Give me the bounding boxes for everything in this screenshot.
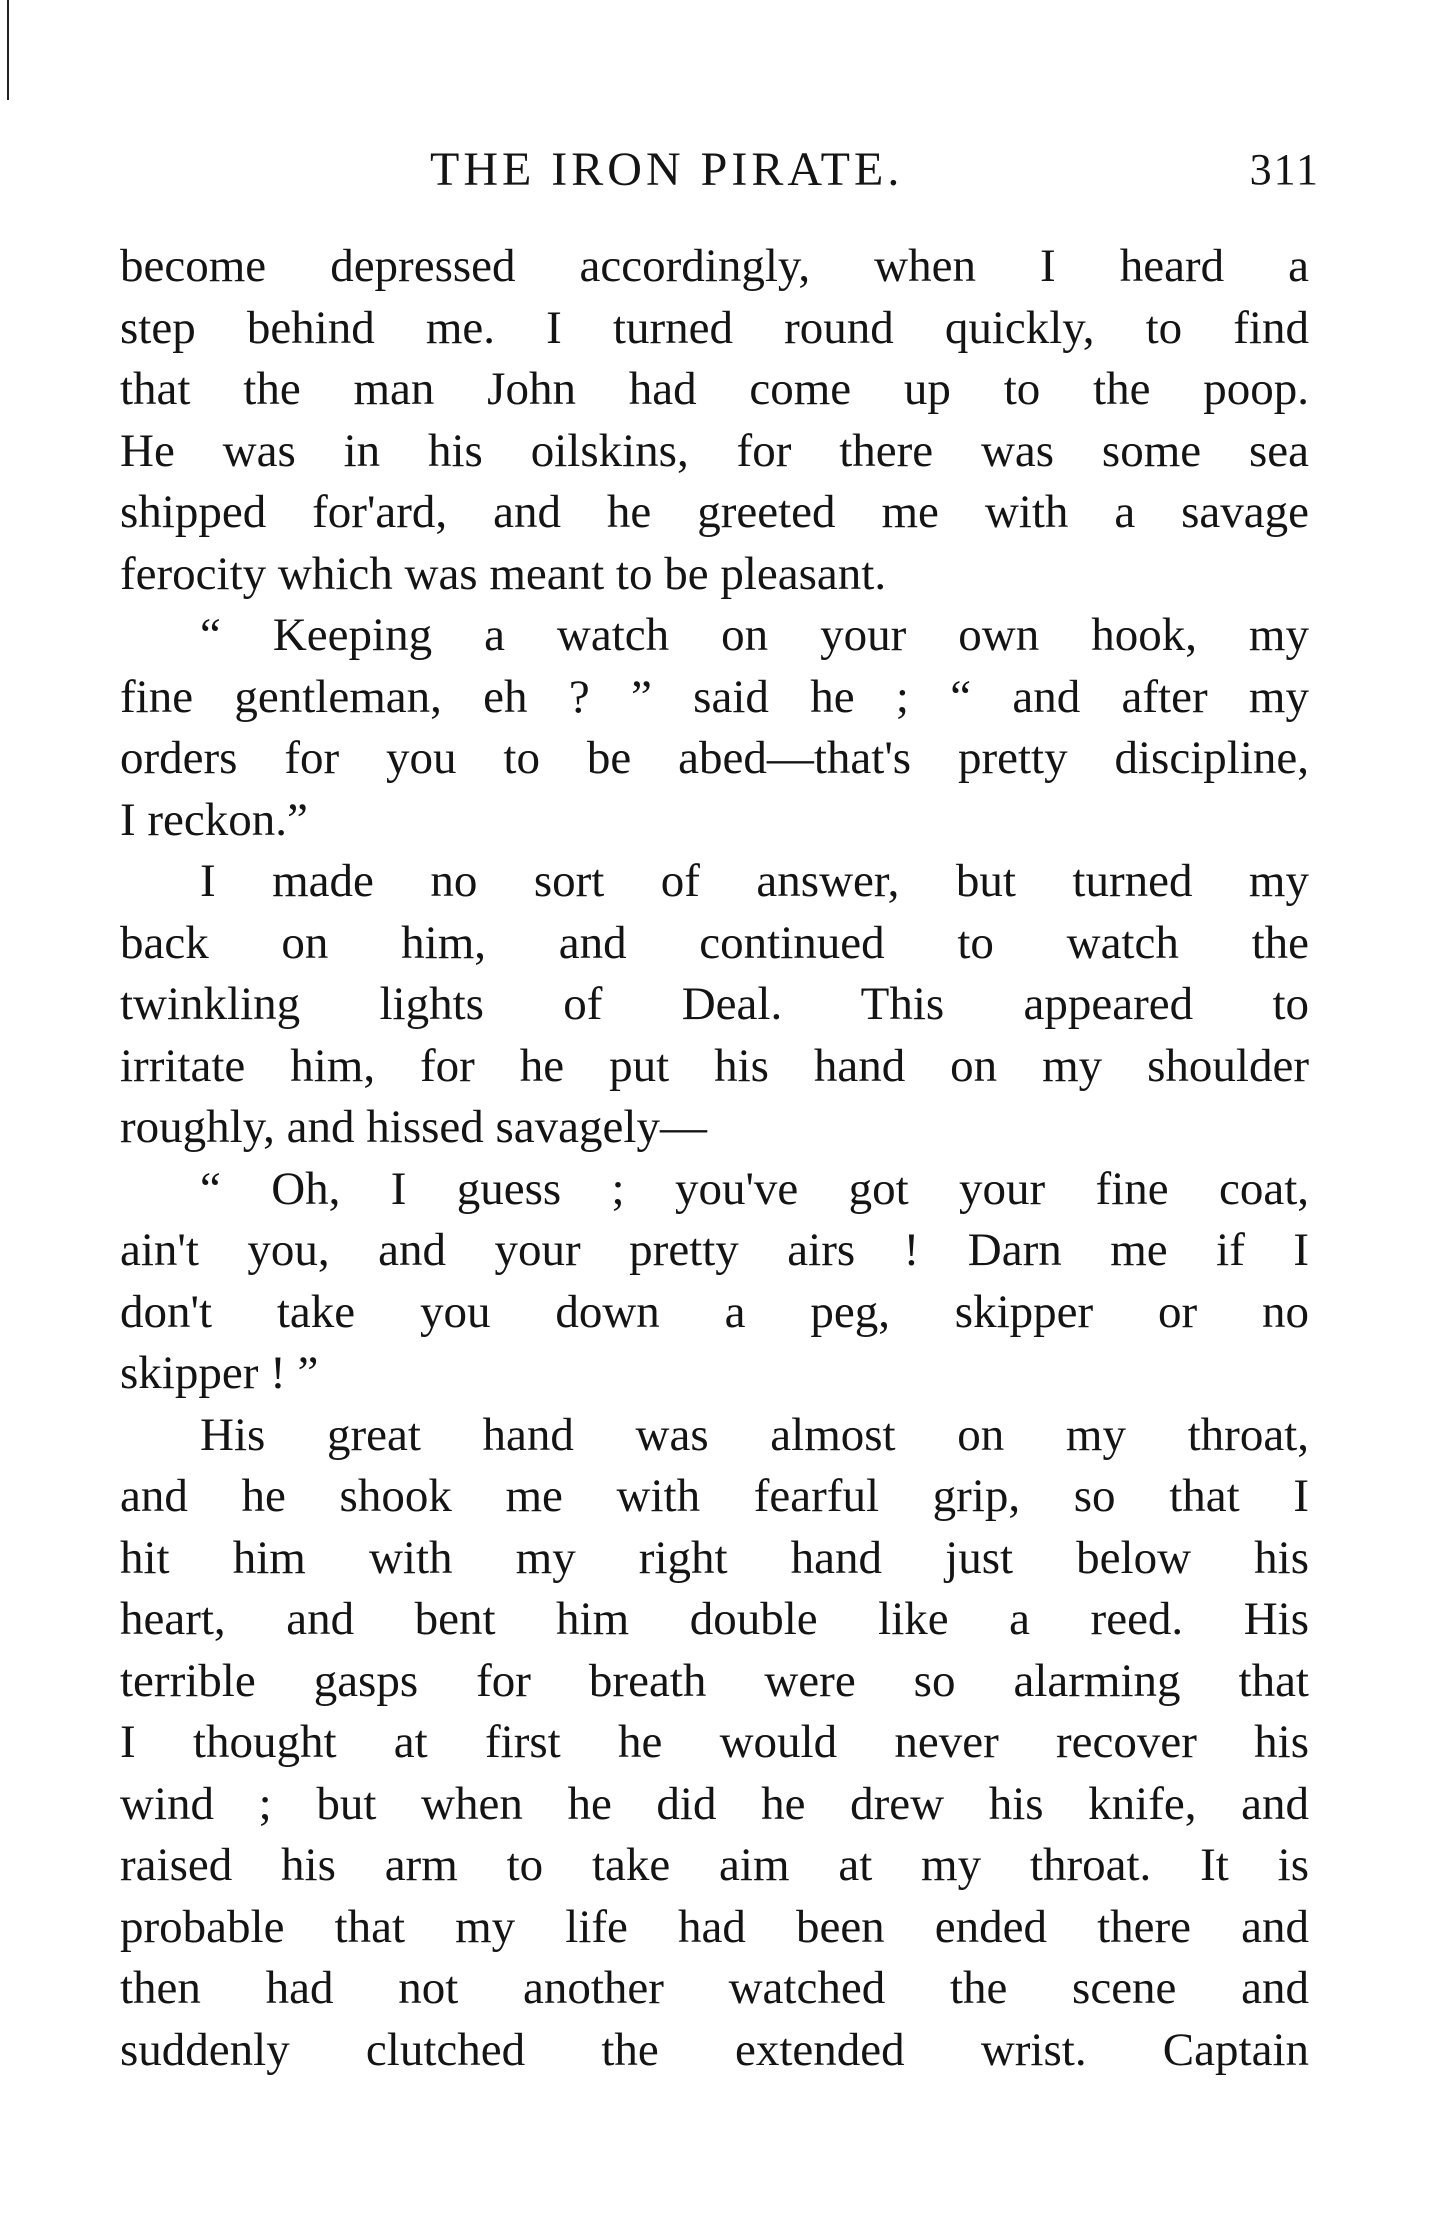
text-line: “ Oh, I guess ; you've got your fine coat, [200, 1162, 1309, 1215]
text-line: ain't you, and your pretty airs ! Darn me if I [120, 1224, 1309, 1276]
text-line: irritate him, for he put his hand on my shoulder [120, 1039, 1309, 1092]
text-line: I thought at first he would never recover his [120, 1716, 1309, 1768]
text-line: fine gentleman, eh ? ” said he ; “ and after my [120, 670, 1309, 723]
text-line: raised his arm to take aim at my throat. It is [120, 1839, 1309, 1891]
body-text [120, 236, 1309, 2081]
margin-rule [7, 0, 9, 100]
text-line: I reckon.” [120, 793, 308, 846]
text-line: roughly, and hissed savagely— [120, 1101, 707, 1153]
text-line: He was in his oilskins, for there was some sea [120, 424, 1309, 477]
text-line: orders for you to be abed—that's pretty discipline, [120, 732, 1309, 784]
text-line: twinkling lights of Deal. This appeared to [120, 978, 1309, 1030]
text-line: don't take you down a peg, skipper or no [120, 1285, 1309, 1338]
text-line: step behind me. I turned round quickly, to find [120, 301, 1309, 354]
text-line: terrible gasps for breath were so alarming that [120, 1654, 1309, 1707]
text-line: heart, and bent him double like a reed. His [120, 1593, 1309, 1645]
text-line: I made no sort of answer, but turned my [200, 855, 1309, 907]
text-line: that the man John had come up to the poop. [120, 363, 1309, 415]
text-line: wind ; but when he did he drew his knife, and [120, 1777, 1309, 1830]
running-head [120, 140, 1320, 200]
text-line: ferocity which was meant to be pleasant. [120, 547, 887, 600]
text-line: back on him, and continued to watch the [120, 916, 1309, 969]
text-line: skipper ! ” [120, 1347, 319, 1399]
running-title: THE IRON PIRATE. [430, 143, 904, 196]
text-line: hit him with my right hand just below his [120, 1531, 1309, 1584]
text-line: shipped for'ard, and he greeted me with a savage [120, 486, 1309, 538]
text-line: and he shook me with fearful grip, so that I [120, 1470, 1309, 1522]
text-line: suddenly clutched the extended wrist. Captain [120, 2023, 1309, 2076]
page-number: 311 [1249, 145, 1320, 194]
text-line: His great hand was almost on my throat, [200, 1408, 1309, 1461]
text-line: probable that my life had been ended there and [120, 1900, 1309, 1953]
text-line: become depressed accordingly, when I heard a [120, 240, 1309, 292]
text-line: “ Keeping a watch on your own hook, my [200, 609, 1309, 661]
text-line: then had not another watched the scene and [120, 1962, 1309, 2014]
